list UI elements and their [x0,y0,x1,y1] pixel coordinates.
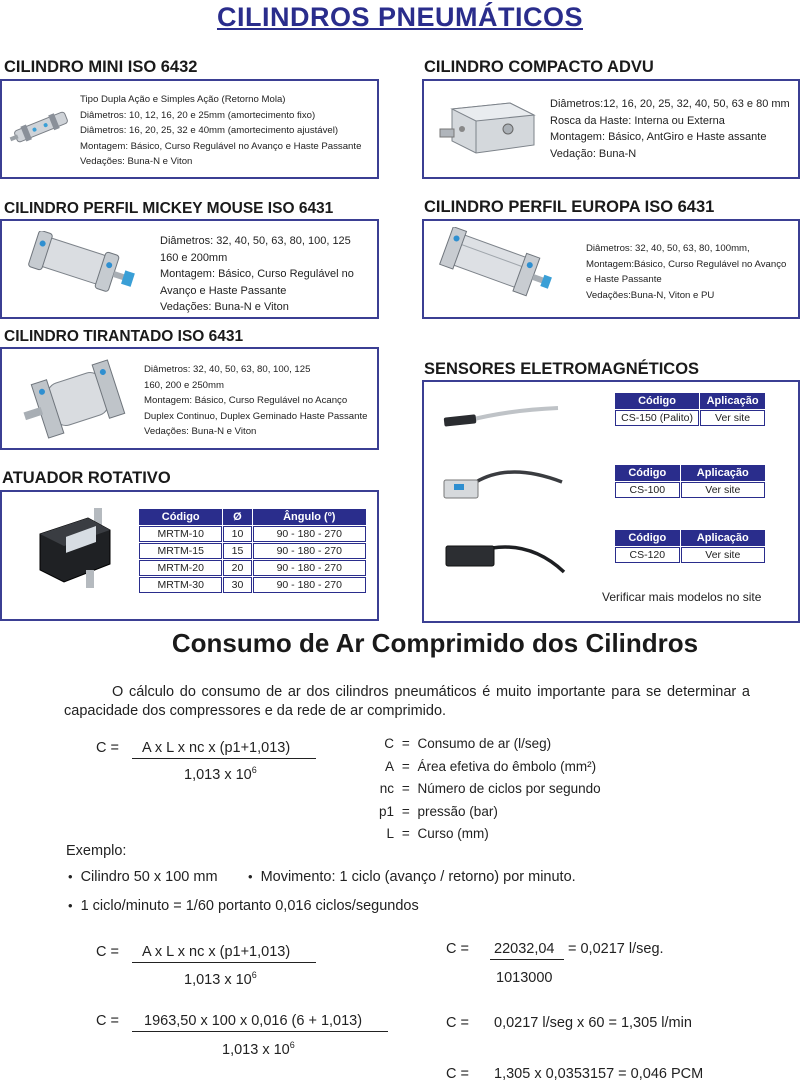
europa-description [586,241,786,303]
section-title-compacto: CILINDRO COMPACTO ADVU [424,58,654,76]
cell-codigo: MRTM-20 [139,560,222,576]
definition-row: L = Curso (mm) [386,826,489,841]
mickey-card [0,219,379,319]
table-row [139,577,366,593]
compacto-line: Rosca da Haste: Interna ou Externa [550,114,725,127]
page-title: CILINDROS PNEUMÁTICOS [216,2,583,32]
mickey-line: Diâmetros: 32, 40, 50, 63, 80, 100, 125 [160,235,351,247]
compacto-line: Diâmetros:12, 16, 20, 25, 32, 40, 50, 63 e 80 mm [550,98,790,110]
cell-codigo: MRTM-30 [139,577,222,593]
mini-line: Vedações: Buna-N e Viton [80,156,193,167]
compacto-line: Vedação: Buna-N [550,147,637,160]
mini-cylinder-image [8,109,74,145]
formula1-lhs: C = [96,740,119,756]
calc1-numerator: 22032,04 [494,941,555,957]
sensor-table-cs100 [614,464,766,499]
cell-angulo: 90 - 180 - 270 [253,577,366,593]
section-title-europa: CILINDRO PERFIL EUROPA ISO 6431 [424,198,715,216]
definition-row: C = Consumo de ar (l/seg) [384,736,552,751]
mini-line: Tipo Dupla Ação e Simples Ação (Retorno Mola) [80,94,286,105]
sensores-card [422,380,800,623]
sensor-cs120-image [442,532,566,580]
table-row [139,526,366,542]
europa-line: Montagem:Básico, Curso Regulável no Avanço [586,258,787,270]
mickey-line: 160 e 200mm [160,251,228,264]
header-aplicacao: Aplicação [681,465,765,481]
tirantado-line: Montagem: Básico, Curso Regulável no Acanço [144,395,348,406]
calc1-lhs: C = [446,941,469,957]
section-title-mini: CILINDRO MINI ISO 6432 [4,58,198,76]
section-title-rotativo: ATUADOR ROTATIVO [2,469,171,487]
consumo-paragraph: O cálculo do consumo de ar dos cilindros pneumáticos é muito importante para se determinar a capacidade dos compressores e da rede de ar comprimido. [64,684,750,719]
europa-cylinder-image [432,227,556,307]
europa-line: Vedações:Buna-N, Viton e PU [586,289,715,301]
cell-codigo: CS-100 [615,482,680,498]
sensor-table-cs120 [614,529,766,564]
mini-description [80,92,361,170]
compacto-card [422,79,800,179]
formula1-denominator: 1,013 x $10^6$ [184,765,257,783]
table-row [139,560,366,576]
sensores-footer: Verificar mais modelos no site [602,590,762,604]
formula2-denominator: 1,013 x $10^6$ [184,970,257,988]
formula3-fraction-line [132,1031,388,1032]
tirantado-description [144,362,367,440]
mini-line: Montagem: Básico, Curso Regulável no Avanço e Haste Passante [80,140,362,152]
consumo-title: Consumo de Ar Comprimido dos Cilindros [171,628,699,658]
calc1-denominator: 1013000 [496,970,553,986]
cell-diametro: 30 [223,577,251,593]
cell-diametro: 20 [223,560,251,576]
cell-diametro: 10 [223,526,251,542]
sensor-table-cs150 [614,392,766,427]
mickey-description [160,233,354,316]
tirantado-line: Duplex Continuo, Duplex Geminado Haste Passante [144,410,368,422]
cell-codigo: MRTM-10 [139,526,222,542]
header-codigo: Código [139,509,222,525]
rotary-actuator-image [30,504,114,592]
formula3-lhs: C = [96,1013,119,1029]
compacto-cylinder-image [438,99,540,159]
calc3-text: 1,305 x 0,0353157 = 0,046 PCM [494,1066,704,1082]
definition-row: nc = Número de ciclos por segundo [379,781,601,796]
calc1-result: = 0,0217 l/seg. [568,941,664,957]
tirantado-cylinder-image [22,357,134,441]
cell-codigo: CS-150 (Palito) [615,410,699,426]
mini-line: Diâmetros: 10, 12, 16, 20 e 25mm (amortecimento fixo) [80,109,316,121]
sensor-cs150-image [440,400,560,434]
cell-codigo: MRTM-15 [139,543,222,559]
cell-codigo: CS-120 [615,547,680,563]
europa-line: e Haste Passante [586,274,662,285]
formula1-fraction-line [132,758,316,759]
definitions-list [362,736,642,849]
calc1-fraction-line [490,959,564,960]
header-aplicacao: Aplicação [681,530,765,546]
cell-aplicacao: Ver site [681,482,765,498]
example-bullet: • Cilindro 50 x 100 mm [68,869,218,885]
compacto-description [550,96,790,162]
tirantado-line: 160, 200 e 250mm [144,379,225,391]
calc2-text: 0,0217 l/seg x 60 = 1,305 l/min [494,1015,692,1031]
mickey-cylinder-image [16,231,136,303]
europa-card [422,219,800,319]
calc2-lhs: C = [446,1015,469,1031]
formula1-numerator: A x L x nc x (p1+1,013) [142,740,291,756]
mickey-line: Montagem: Básico, Curso Regulável no [160,268,354,280]
section-title-tirantado: CILINDRO TIRANTADO ISO 6431 [4,328,244,345]
header-angulo: Ângulo (º) [253,509,366,525]
mickey-line: Vedações: Buna-N e Viton [160,301,289,313]
cell-angulo: 90 - 180 - 270 [253,543,366,559]
cell-angulo: 90 - 180 - 270 [253,560,366,576]
compacto-line: Montagem: Básico, AntGiro e Haste assante [550,131,767,143]
cell-aplicacao: Ver site [681,547,765,563]
section-title-sensores: SENSORES ELETROMAGNÉTICOS [424,360,700,378]
header-codigo: Código [615,530,680,546]
rotativo-card [0,490,379,621]
mini-line: Diâmetros: 16, 20, 25, 32 e 40mm (amortecimento ajustável) [80,125,339,136]
table-row [615,410,765,426]
definition-row: A = Área efetiva do êmbolo (mm²) [384,758,597,774]
formula2-lhs: C = [96,944,119,960]
formula3-numerator: 1963,50 x 100 x 0,016 (6 + 1,013) [144,1013,363,1029]
rotativo-table [138,508,367,594]
europa-line: Diâmetros: 32, 40, 50, 63, 80, 100mm, [586,243,750,254]
formula2-numerator: A x L x nc x (p1+1,013) [142,944,291,960]
tirantado-card [0,347,379,450]
definition-row: p1 = pressão (bar) [378,803,498,819]
sensor-cs100-image [440,460,564,508]
tirantado-line: Diâmetros: 32, 40, 50, 63, 80, 100, 125 [144,364,311,375]
calc3-lhs: C = [446,1066,469,1082]
tirantado-line: Vedações: Buna-N e Viton [144,426,257,437]
mini-card [0,79,379,179]
table-row [615,547,765,563]
header-codigo: Código [615,393,699,409]
formula2-fraction-line [132,962,316,963]
formula3-denominator: 1,013 x $10^6$ [222,1040,295,1058]
section-title-mickey: CILINDRO PERFIL MICKEY MOUSE ISO 6431 [4,200,334,217]
header-codigo: Código [615,465,680,481]
cell-angulo: 90 - 180 - 270 [253,526,366,542]
table-row [139,543,366,559]
example-bullet: • 1 ciclo/minuto = 1/60 portanto 0,016 ciclos/segundos [68,898,419,914]
cell-diametro: 15 [223,543,251,559]
example-label: Exemplo: [66,843,127,859]
header-aplicacao: Aplicação [700,393,765,409]
mickey-line: Avanço e Haste Passante [160,284,287,297]
table-row [615,482,765,498]
example-bullet: • Movimento: 1 ciclo (avanço / retorno) por minuto. [248,869,576,885]
cell-aplicacao: Ver site [700,410,765,426]
header-diametro: Ø [223,509,251,525]
rotativo-table-header [139,509,366,525]
